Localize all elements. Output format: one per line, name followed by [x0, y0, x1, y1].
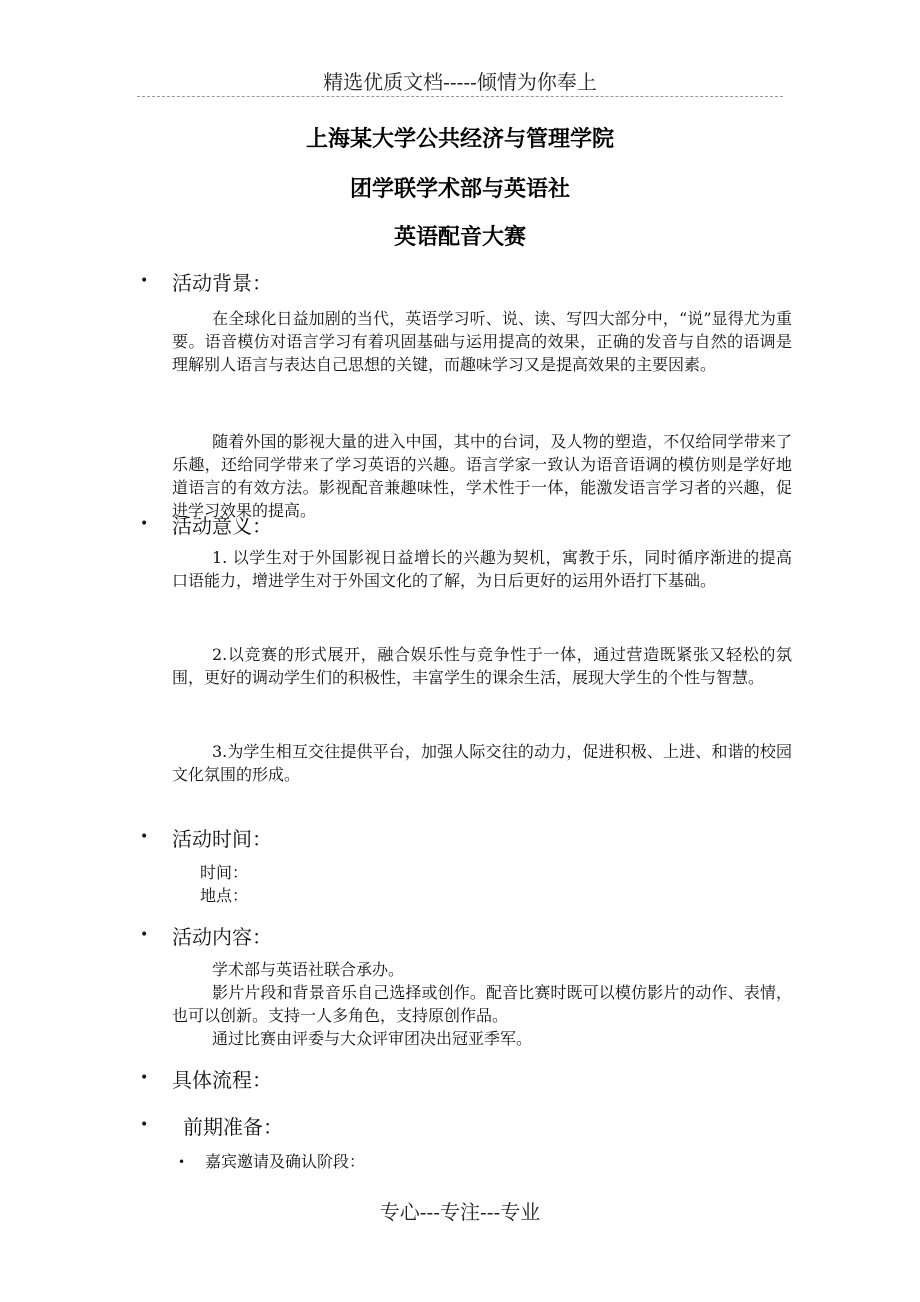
title-event: 英语配音大赛 — [393, 225, 526, 250]
paragraph-content-3-text: 通过比赛由评委与大众评审团决出冠亚季军。 — [212, 1029, 533, 1048]
guest-invitation-item: 嘉宾邀请及确认阶段： — [205, 1152, 366, 1171]
paragraph-background-2-text: 随着外国的影视大量的进入中国，其中的台词，及人物的塑造，不仅给同学带来了乐趣，还给同学带来了学习英语的兴趣。语言学家一致认为语音语调的模仿则是学好地道语言的有效方法。影视配音兼趣味性，学术性于一体，能激发语言学习者的兴趣，促进学习效果的提高。 — [172, 432, 792, 520]
paragraph-background-2 — [172, 430, 792, 522]
paragraph-content-3 — [172, 1027, 792, 1050]
sub-bullet-guest: • — [178, 1155, 186, 1169]
header-divider — [137, 96, 783, 97]
title-organizers: 团学联学术部与英语社 — [349, 177, 570, 202]
paragraph-significance-2-text: 2.以竞赛的形式展开，融合娱乐性与竞争性于一体，通过营造既紧张又轻松的氛围，更好的调动学生们的积极性，丰富学生的课余生活，展现大学生的个性与智慧。 — [172, 645, 792, 687]
bullet-significance: • — [140, 516, 149, 532]
bullet-process: • — [140, 1070, 149, 1086]
paragraph-content-1-text: 学术部与英语社联合承办。 — [212, 960, 405, 979]
paragraph-significance-2 — [172, 643, 792, 689]
paragraph-content-2-text: 影片片段和背景音乐自己选择或创作。配音比赛时既可以模仿影片的动作、表情，也可以创新。支持一人多角色，支持原创作品。 — [172, 983, 792, 1025]
heading-significance: 活动意义： — [172, 514, 272, 538]
heading-content: 活动内容： — [172, 925, 272, 949]
paragraph-significance-3-text: 3.为学生相互交往提供平台，加强人际交往的动力，促进积极、上进、和谐的校园文化氛围的形成。 — [172, 742, 792, 784]
page-header: 精选优质文档-----倾情为你奉上 — [323, 70, 597, 94]
bullet-background: • — [140, 273, 149, 289]
paragraph-significance-1 — [172, 546, 792, 592]
paragraph-content-2 — [172, 981, 792, 1027]
paragraph-significance-1-text: 1. 以学生对于外国影视日益增长的兴趣为契机，寓教于乐，同时循序渐进的提高口语能力，增进学生对于外国文化的了解，为日后更好的运用外语打下基础。 — [172, 548, 792, 590]
place-label: 地点： — [200, 886, 249, 905]
bullet-time: • — [140, 829, 149, 845]
paragraph-background-1 — [172, 307, 792, 376]
paragraph-significance-3 — [172, 740, 792, 786]
heading-preparation: 前期准备： — [183, 1115, 283, 1139]
heading-process: 具体流程： — [172, 1068, 272, 1092]
page-footer: 专心---专注---专业 — [379, 1200, 541, 1224]
heading-time: 活动时间： — [172, 827, 272, 851]
time-label: 时间： — [200, 863, 249, 882]
title-college: 上海某大学公共经济与管理学院 — [305, 127, 614, 152]
bullet-content: • — [140, 927, 149, 943]
paragraph-content-1 — [172, 958, 792, 981]
paragraph-background-1-text: 在全球化日益加剧的当代，英语学习听、说、读、写四大部分中，“说”显得尤为重要。语音模仿对语言学习有着巩固基础与运用提高的效果，正确的发音与自然的语调是理解别人语言与表达自己思想的关键，而趣味学习又是提高效果的主要因素。 — [172, 309, 792, 374]
heading-background: 活动背景： — [172, 271, 272, 295]
bullet-preparation: • — [140, 1117, 149, 1133]
